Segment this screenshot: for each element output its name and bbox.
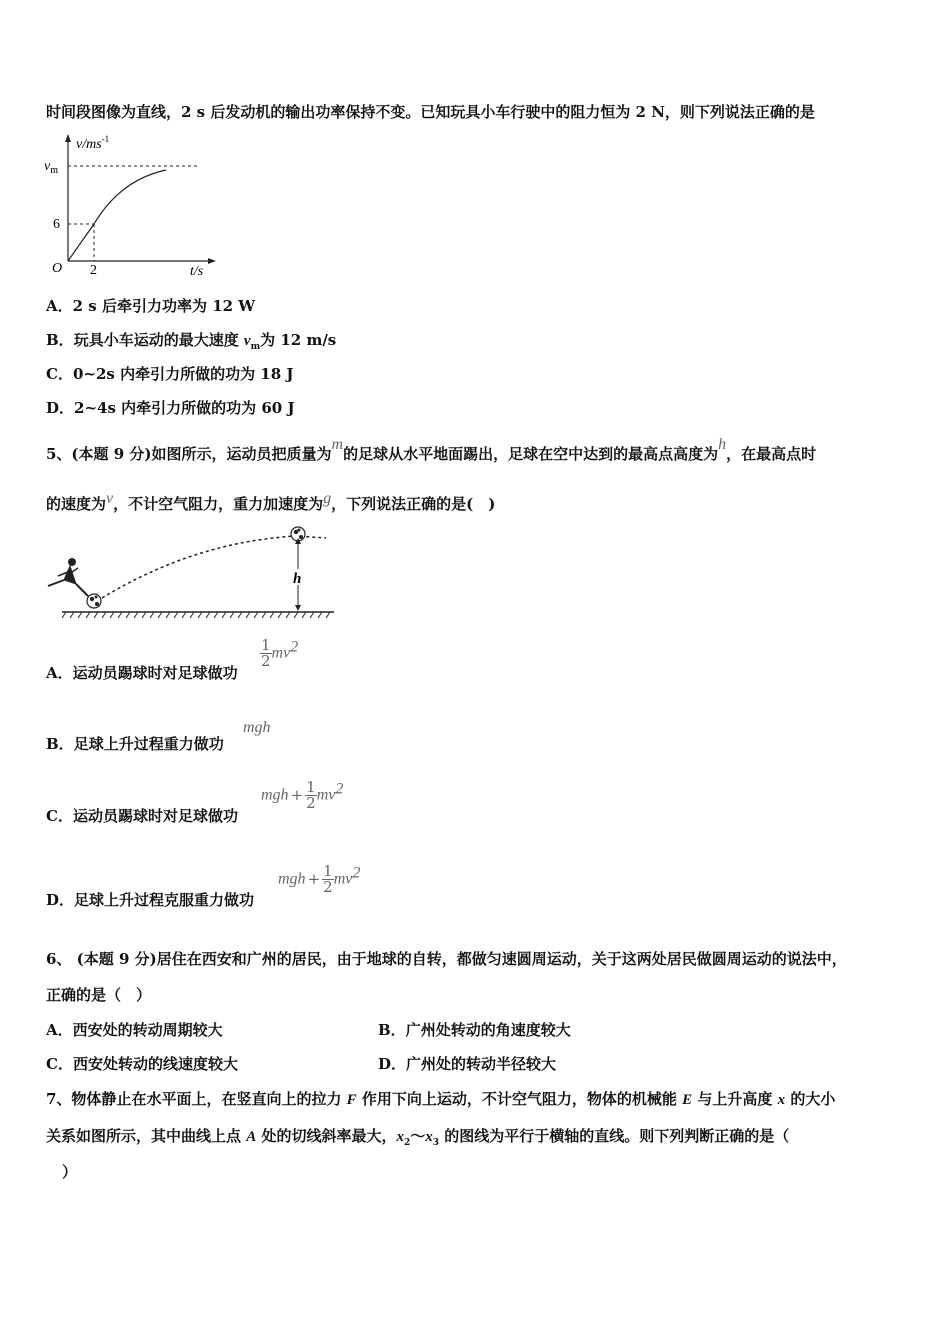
option-label: C． <box>46 365 73 383</box>
graph-origin-label: O <box>52 261 63 276</box>
sub-m: m <box>250 342 261 352</box>
q5-option-c[interactable] <box>46 806 238 826</box>
option-label: D． <box>46 399 75 417</box>
q7-stem-line2: 关系如图所示，其中曲线上点 A 处的切线斜率最大，$x_2\sim x_3$ 的图线为平行于横轴的直线。则下列判断正确的是（ <box>46 1127 790 1148</box>
q6-option-c[interactable] <box>46 1054 238 1074</box>
player-icon <box>48 559 88 597</box>
option-label: D． <box>378 1055 407 1073</box>
q6-stem-line2: 正确的是（ ） <box>46 986 152 1004</box>
q6-option-a[interactable] <box>46 1020 223 1040</box>
var-v: v <box>106 490 114 507</box>
var-F: F <box>346 1092 357 1108</box>
option-text: 西安处的转动周期较大 <box>72 1021 223 1039</box>
option-label: A． <box>46 664 73 682</box>
option-label: B． <box>378 1021 406 1039</box>
q7-stem-line1: 7、物体静止在水平面上，在竖直向上的拉力 F 作用下向上运动，不计空气阻力，物体的机械能 E 与上升高度 x 的大小 <box>46 1090 836 1108</box>
option-label: A． <box>46 297 73 315</box>
option-text: 2~4s 内牵引力所做的功为 60 J <box>74 399 295 417</box>
football-trajectory-figure <box>44 522 344 622</box>
option-label: C． <box>46 807 73 825</box>
graph-y-tick-6: 6 <box>53 217 60 232</box>
option-label: B． <box>46 331 74 349</box>
q4-option-c[interactable] <box>46 364 293 384</box>
option-text: 广州处转动的角速度较大 <box>405 1021 571 1039</box>
q5-stem-line2: 的速度为v，不计空气阻力，重力加速度为g，下列说法正确的是( ) <box>46 490 496 513</box>
var-m: m <box>331 436 344 453</box>
graph-x-tick-2: 2 <box>90 263 97 278</box>
option-text: 西安处转动的线速度较大 <box>72 1055 238 1073</box>
var-x3: x <box>425 1129 433 1145</box>
q5-option-a-math: $\frac{1}{2}$ $mv^2$ <box>261 636 299 670</box>
figure-h-label: h <box>293 571 302 587</box>
q7-stem-line3: ） <box>62 1163 78 1181</box>
var-g: g <box>323 490 332 507</box>
option-text: 玩具小车运动的最大速度 <box>73 331 244 349</box>
var-h: h <box>718 436 727 453</box>
option-text: 广州处的转动半径较大 <box>406 1055 557 1073</box>
q5-option-b-math: mgh <box>243 719 271 736</box>
q4-option-b[interactable] <box>46 330 336 357</box>
q4-intro: 时间段图像为直线，2 s 后发动机的输出功率保持不变。已知玩具小车行驶中的阻力恒为 2 N，则下列说法正确的是 <box>46 103 815 121</box>
graph-y-axis-label: $v/ms^{-1}$ <box>76 134 110 152</box>
option-label: B． <box>46 735 74 753</box>
velocity-time-graph <box>40 128 220 280</box>
option-text: 足球上升过程克服重力做功 <box>74 891 255 909</box>
option-label: A． <box>46 1021 73 1039</box>
q5-option-d[interactable] <box>46 890 254 910</box>
q4-option-a[interactable] <box>46 296 255 316</box>
var-A: A <box>246 1129 257 1145</box>
option-text: 2 s 后牵引力功率为 12 W <box>72 297 256 315</box>
q6-option-b[interactable] <box>378 1020 571 1040</box>
var-x: x <box>777 1092 786 1108</box>
q4-option-d[interactable] <box>46 398 295 418</box>
q6-stem-line1: 6、 (本题 9 分)居住在西安和广州的居民，由于地球的自转，都做匀速圆周运动，关于这两处居民做圆周运动的说法中， <box>46 950 847 968</box>
q5-option-a[interactable] <box>46 663 238 683</box>
option-text: 足球上升过程重力做功 <box>73 735 224 753</box>
var-v: v <box>243 333 251 349</box>
q6-option-d[interactable] <box>378 1054 556 1074</box>
ball-start-icon <box>87 594 101 608</box>
option-text: 运动员踢球时对足球做功 <box>72 664 238 682</box>
option-label: C． <box>46 1055 73 1073</box>
var-E: E <box>682 1092 693 1108</box>
q5-option-d-math: mgh + $\frac{1}{2}$ $mv^2$ <box>278 862 361 896</box>
graph-x-axis-label: t/s <box>190 264 204 279</box>
option-text-post: 为 12 m/s <box>260 331 337 349</box>
option-text: 0~2s 内牵引力所做的功为 18 J <box>72 365 294 383</box>
option-text: 运动员踢球时对足球做功 <box>72 807 238 825</box>
graph-vm-label: $v_m$ <box>44 159 58 176</box>
q5-option-c-math: mgh + $\frac{1}{2}$ $mv^2$ <box>261 778 344 812</box>
q5-option-b[interactable] <box>46 734 224 754</box>
var-x2: x <box>396 1129 404 1145</box>
q5-stem-line1: 5、(本题 9 分)如图所示，运动员把质量为m的足球从水平地面踢出，足球在空中达到的最高点高度为h，在最高点时 <box>46 436 817 463</box>
option-label: D． <box>46 891 75 909</box>
